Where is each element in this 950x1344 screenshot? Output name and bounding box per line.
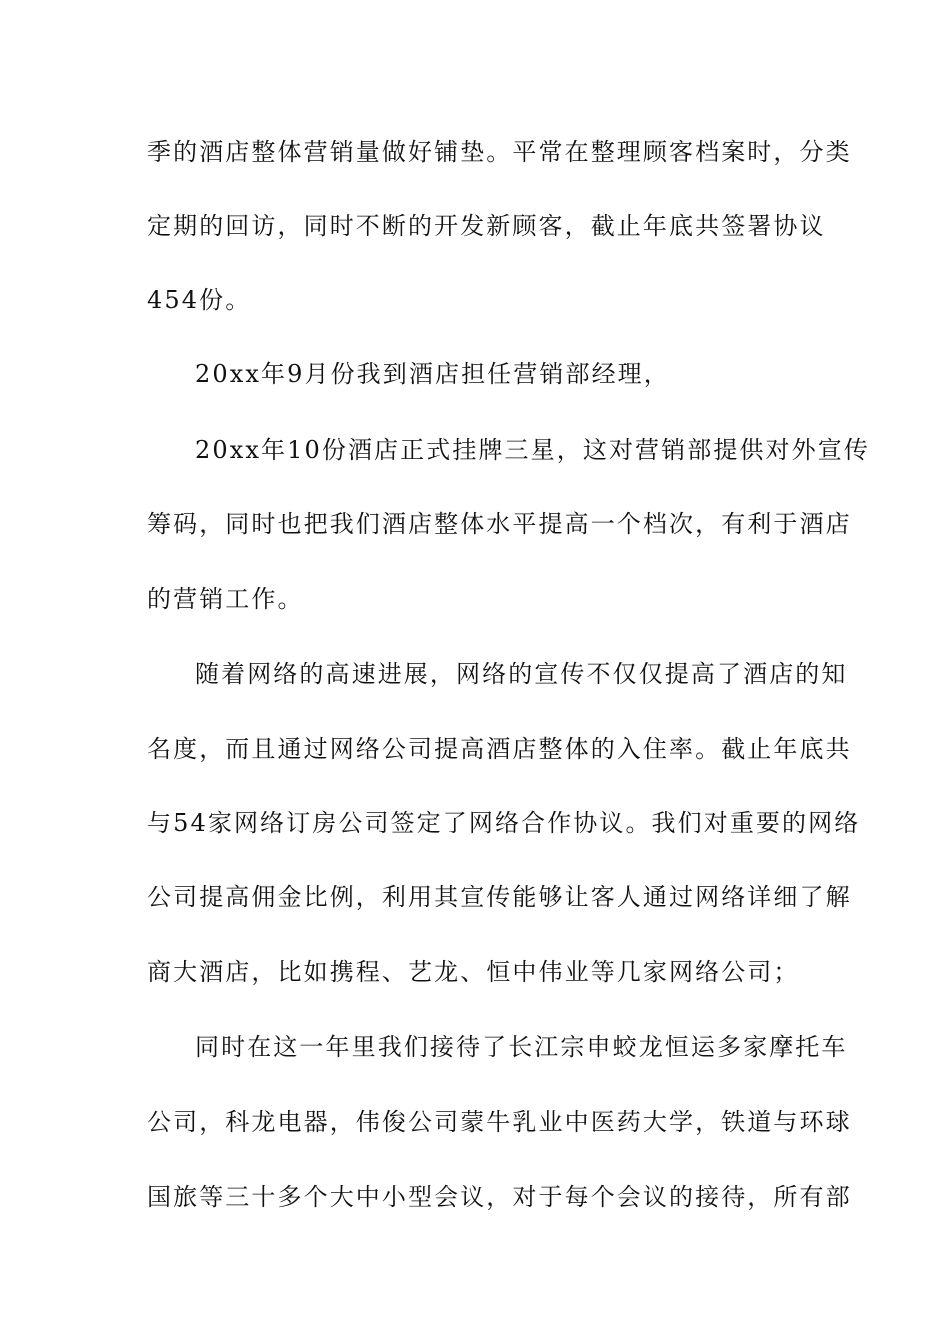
text-line: 20xx年10份酒店正式挂牌三星，这对营销部提供对外宣传 <box>195 436 870 464</box>
text-line: 名度，而且通过网络公司提高酒店整体的入住率。截止年底共 <box>147 735 852 763</box>
text-line: 公司，科龙电器，伟俊公司蒙牛乳业中医药大学，铁道与环球 <box>147 1108 852 1136</box>
text-line: 国旅等三十多个大中小型会议，对于每个会议的接待，所有部 <box>147 1183 852 1211</box>
text-line: 商大酒店，比如携程、艺龙、恒中伟业等几家网络公司； <box>147 958 800 986</box>
text-line: 与54家网络订房公司签定了网络合作协议。我们对重要的网络 <box>147 809 861 837</box>
text-line: 定期的回访，同时不断的开发新顾客，截止年底共签署协议 <box>147 212 826 240</box>
text-line: 20xx年9月份我到酒店担任营销部经理， <box>195 360 670 388</box>
text-line: 随着网络的高速进展，网络的宣传不仅仅提高了酒店的知 <box>195 660 848 688</box>
text-line: 同时在这一年里我们接待了长江宗申蛟龙恒运多家摩托车 <box>195 1033 848 1061</box>
text-line: 公司提高佣金比例，利用其宣传能够让客人通过网络详细了解 <box>147 883 852 911</box>
text-line: 季的酒店整体营销量做好铺垫。平常在整理顾客档案时，分类 <box>147 138 852 166</box>
text-line: 454份。 <box>147 286 252 314</box>
text-line: 筹码，同时也把我们酒店整体水平提高一个档次，有利于酒店 <box>147 510 852 538</box>
text-line: 的营销工作。 <box>147 585 304 613</box>
